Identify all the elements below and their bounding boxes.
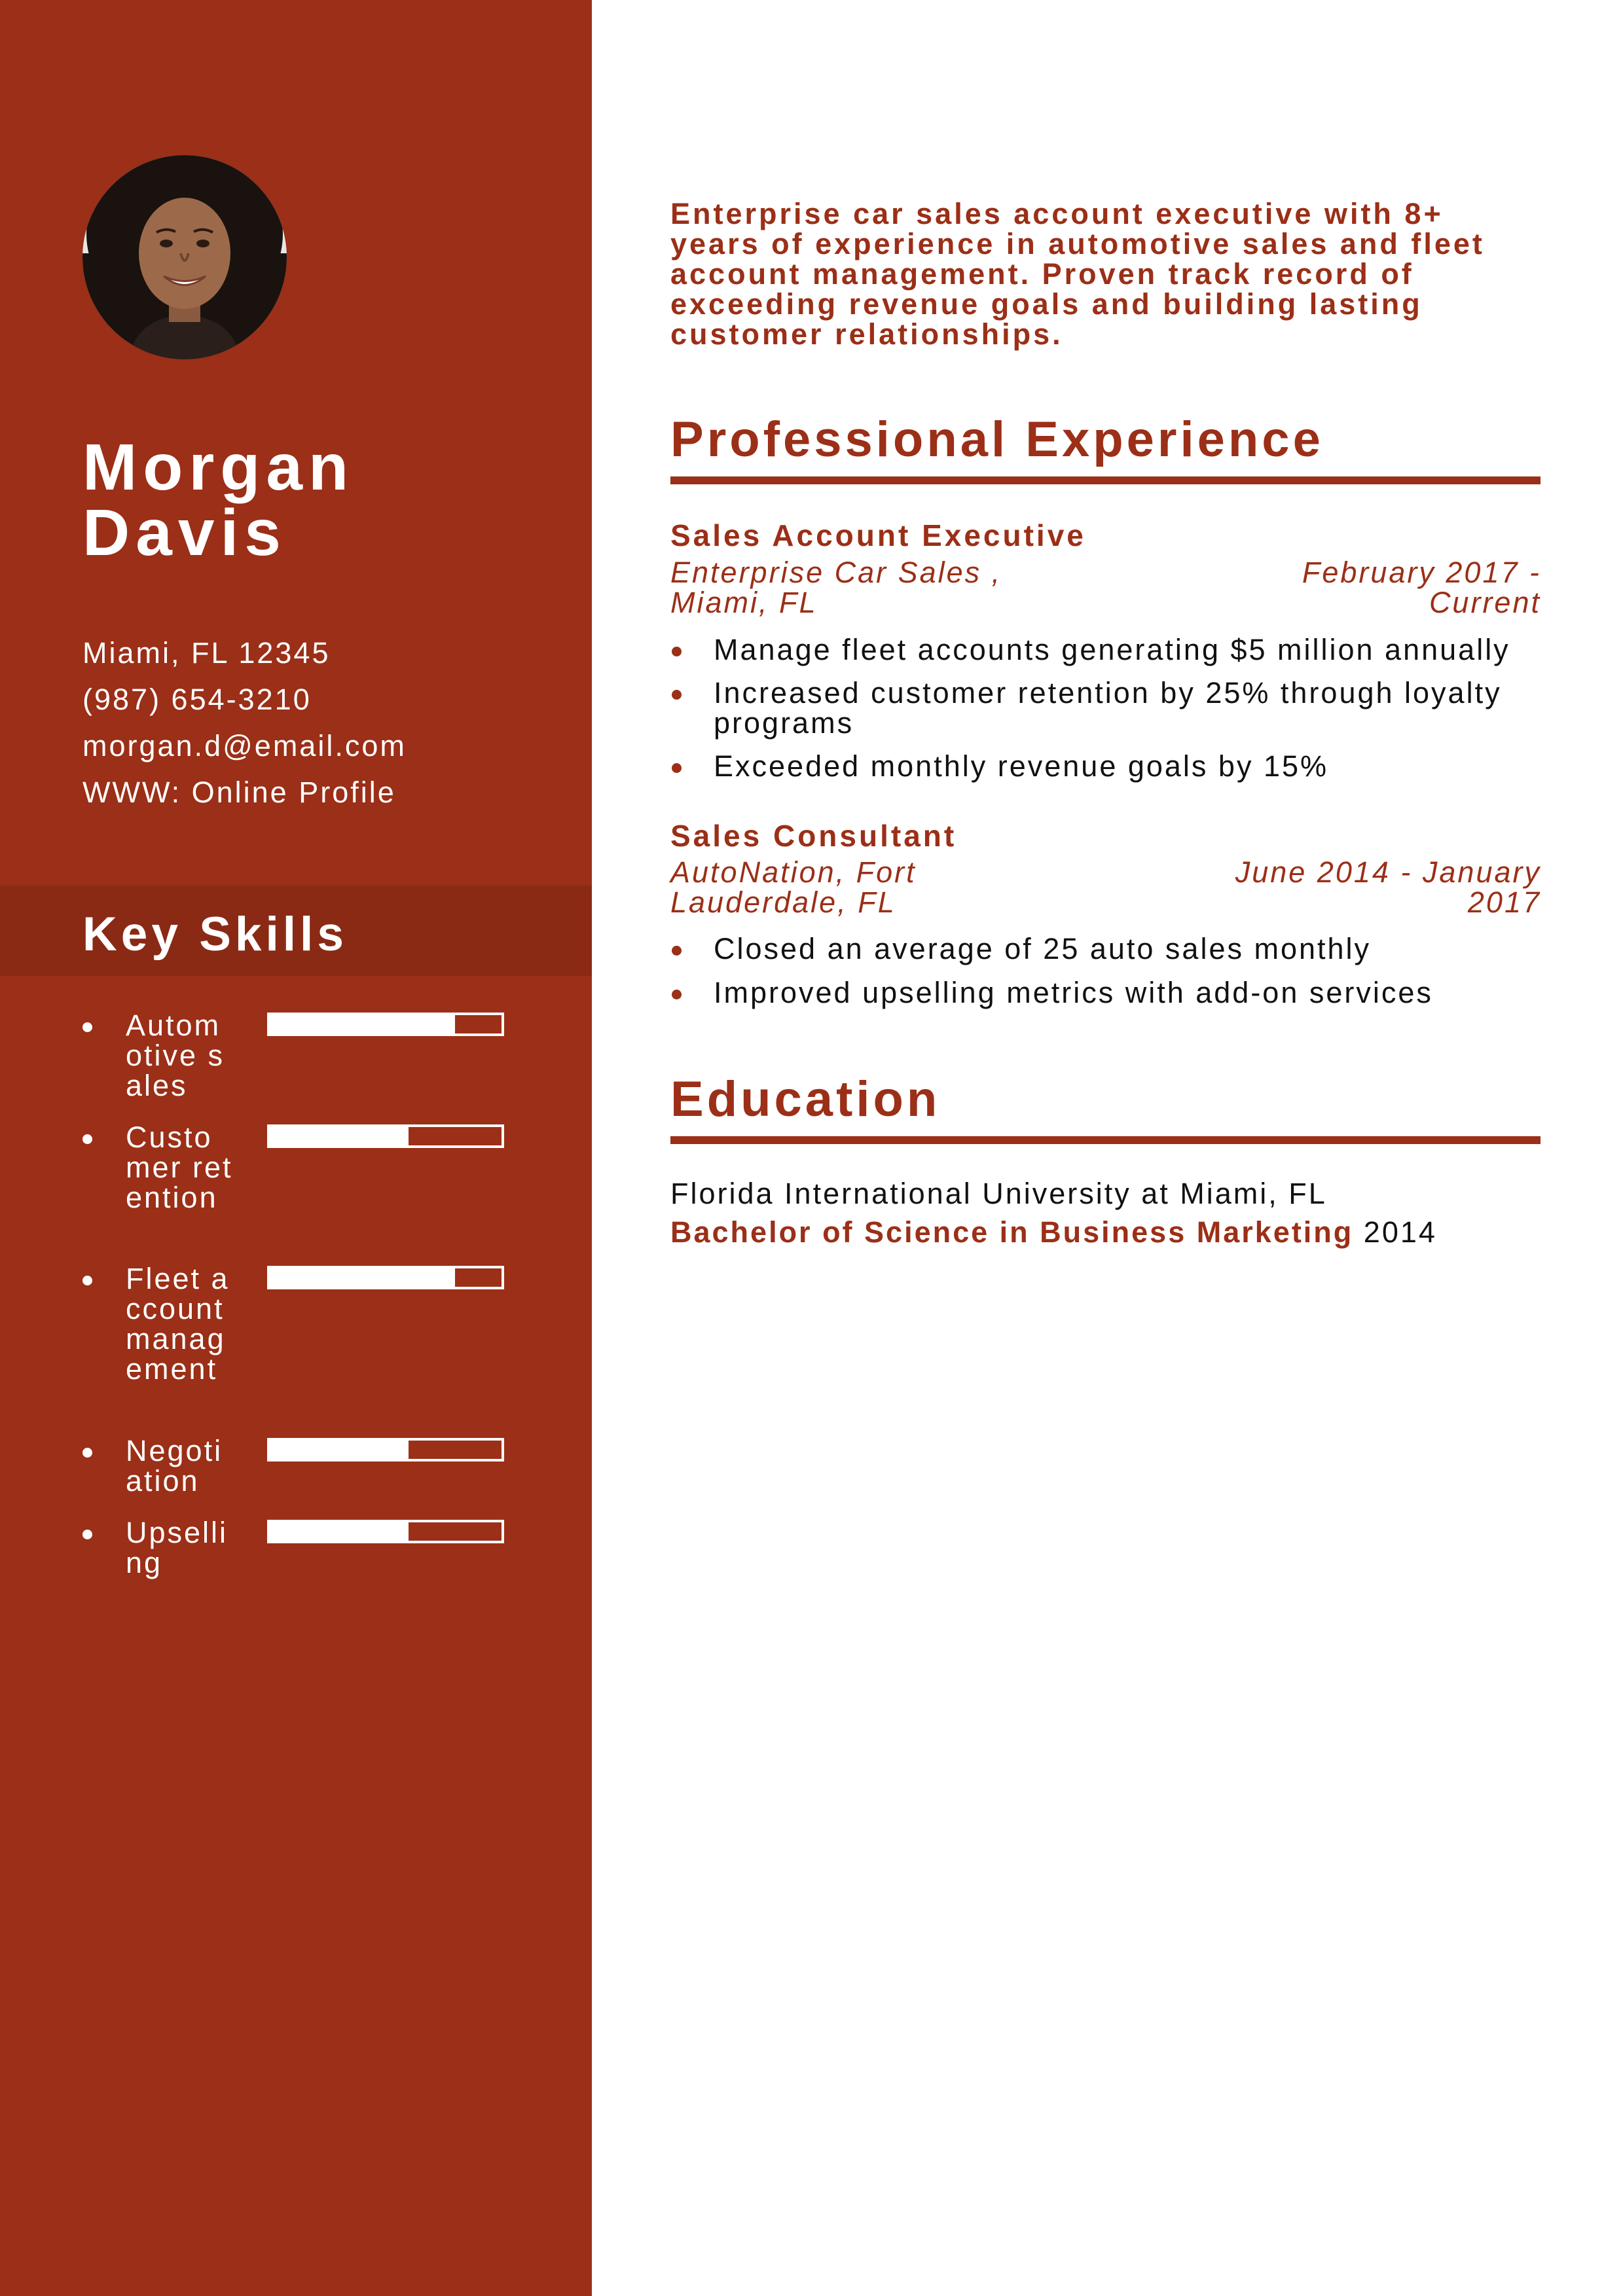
bullet-icon: [82, 1530, 92, 1539]
profile-photo-illustration: [82, 155, 287, 359]
job-title: Sales Consultant: [670, 819, 957, 853]
skills-title: Key Skills: [82, 908, 348, 961]
bullet-icon: [672, 763, 682, 773]
skill-label: Automotive sales: [126, 1009, 225, 1102]
list-item-text: Improved upselling metrics with add-on services: [714, 976, 1433, 1009]
list-item-text: Exceeded monthly revenue goals by 15%: [714, 749, 1329, 783]
job-title: Sales Account Executive: [670, 518, 1086, 552]
sidebar: [0, 0, 592, 2296]
candidate-name: [82, 431, 554, 569]
profile-photo: [82, 155, 287, 359]
education-section-title: Education: [670, 1071, 941, 1127]
skill-label: Customer retention: [126, 1121, 233, 1214]
bullet-icon: [672, 990, 682, 999]
education-degree: Bachelor of Science in Business Marketing: [670, 1215, 1354, 1249]
skill-level-bar: [267, 1438, 504, 1462]
skill-label: Negotiation: [126, 1434, 223, 1498]
professional-summary: Enterprise car sales account executive with 8+ years of experience in automotive sales and fleet account management. Proven track record of exceeding revenue goals and building lasting customer relationships.: [670, 197, 1485, 351]
education-school: Florida International University at Miami, FL: [670, 1177, 1327, 1210]
first-name: Morgan: [82, 431, 355, 504]
bullet-icon: [672, 946, 682, 956]
list-item-text: Manage fleet accounts generating $5 million annually: [714, 633, 1510, 666]
bullet-icon: [82, 1134, 92, 1144]
list-item-text: Increased customer retention by 25% through loyalty programs: [714, 676, 1502, 740]
bullet-icon: [82, 1276, 92, 1285]
phone: (987) 654-3210: [82, 683, 312, 716]
skill-level-fill: [270, 1268, 455, 1287]
skill-level-fill: [270, 1522, 409, 1541]
section-divider: [670, 1136, 1541, 1144]
contact-info: [82, 634, 567, 819]
address: Miami, FL 12345: [82, 636, 331, 670]
list-item-text: Closed an average of 25 auto sales monthly: [714, 932, 1372, 965]
education-year: 2014: [1363, 1215, 1437, 1249]
skill-level-fill: [270, 1015, 455, 1033]
website-link[interactable]: WWW: Online Profile: [82, 776, 396, 809]
bullet-icon: [82, 1448, 92, 1458]
skill-level-bar: [267, 1124, 504, 1148]
education-degree-line: [670, 1217, 1541, 1247]
bullet-icon: [82, 1022, 92, 1032]
skill-level-bar: [267, 1266, 504, 1289]
experience-section-title: Professional Experience: [670, 412, 1324, 467]
job-company: Enterprise Car Sales , Miami, FL: [670, 556, 1002, 619]
job-dates: February 2017 - Current: [1302, 556, 1541, 619]
skill-level-bar: [267, 1013, 504, 1036]
job-dates: June 2014 - January 2017: [1235, 855, 1541, 919]
last-name: Davis: [82, 496, 287, 569]
job-company: AutoNation, Fort Lauderdale, FL: [670, 855, 917, 919]
skill-label: Fleet account management: [126, 1262, 230, 1386]
skill-label: Upselling: [126, 1516, 228, 1579]
skill-level-fill: [270, 1441, 409, 1459]
bullet-icon: [672, 690, 682, 700]
skill-level-fill: [270, 1127, 409, 1145]
email[interactable]: morgan.d@email.com: [82, 729, 407, 762]
section-divider: [670, 476, 1541, 484]
bullet-icon: [672, 647, 682, 656]
skill-level-bar: [267, 1520, 504, 1543]
